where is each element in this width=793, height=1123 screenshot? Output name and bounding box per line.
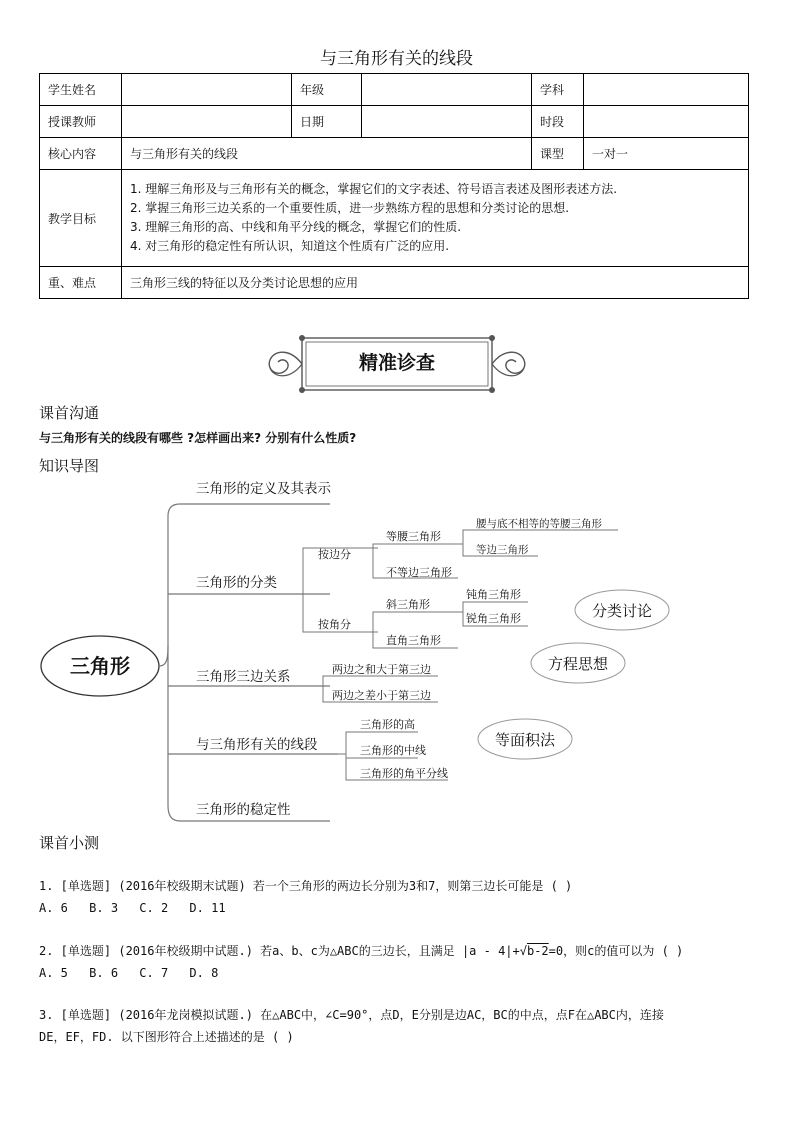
problem-2-sqrt: b-2 <box>526 944 549 958</box>
lesson-type-label: 课型 <box>532 138 584 170</box>
bisector-label: 三角形的角平分线 <box>360 767 448 780</box>
core-content-label: 核心内容 <box>40 138 122 170</box>
page-title: 与三角形有关的线段 <box>320 49 473 69</box>
problem-2-stem: 2. [单选题] (2016年校级期中试题.) 若a、b、c为△ABC的三边长，且满足 |a - 4|+√b-2=0，则c的值可以为 ( ) <box>39 944 684 958</box>
problem-2-stem-b: =0，则c的值可以为 ( ) <box>548 944 684 958</box>
root-label: 三角形 <box>70 654 130 678</box>
banner-title: 精准诊查 <box>358 352 435 374</box>
problem-1 <box>39 875 572 919</box>
period-value[interactable] <box>584 106 749 138</box>
subject-label: 学科 <box>532 74 584 106</box>
branch-segments: 与三角形有关的线段 <box>196 737 318 753</box>
problem-2-options <box>39 962 683 984</box>
isosceles-sub1-label: 腰与底不相等的等腰三角形 <box>476 518 602 530</box>
problem-1-stem: 1. [单选题] (2016年校级期末试题) 若一个三角形的两边长分别为3和7，则第三边长可能是 ( ) <box>39 879 573 893</box>
sides-sum-label: 两边之和大于第三边 <box>332 663 431 676</box>
date-label: 日期 <box>292 106 362 138</box>
date-value[interactable] <box>362 106 532 138</box>
branch-sides: 三角形三边关系 <box>196 669 291 685</box>
knowledge-mind-map <box>38 476 758 836</box>
branch-stability: 三角形的稳定性 <box>196 802 291 818</box>
sides-diff-label: 两边之差小于第三边 <box>332 689 431 702</box>
problem-2-stem-a: 2. [单选题] (2016年校级期中试题.) 若a、b、c为△ABC的三边长，且满足 |a - 4|+ <box>39 944 520 958</box>
goal-item: 3. 理解三角形的高、中线和角平分线的概念，掌握它们的性质. <box>130 220 462 234</box>
bubble-equation: 方程思想 <box>547 655 609 673</box>
lesson-info-table <box>39 73 749 299</box>
obtuse-label: 钝角三角形 <box>466 588 521 601</box>
goal-item: 4. 对三角形的稳定性有所认识，知道这个性质有广泛的应用. <box>130 239 450 253</box>
period-label: 时段 <box>532 106 584 138</box>
goal-item: 1. 理解三角形及与三角形有关的概念，掌握它们的文字表述、符号语言表述及图形表述方法. <box>130 182 618 196</box>
option-b[interactable]: B. 3 <box>89 901 119 915</box>
lesson-type-value: 一对一 <box>584 138 749 170</box>
by-side-label: 按边分 <box>318 548 351 561</box>
problem-3 <box>39 1004 664 1048</box>
acute-label: 锐角三角形 <box>466 612 521 625</box>
focus-label: 重、难点 <box>40 267 122 299</box>
grade-label: 年级 <box>292 74 362 106</box>
section-title-mindmap: 知识导图 <box>39 457 100 475</box>
problem-2 <box>39 940 683 984</box>
subject-value[interactable] <box>584 74 749 106</box>
problem-3-stem: 3. [单选题] (2016年龙岗模拟试题.) 在△ABC中，∠C=90°，点D，E分别是边AC，BC的中点，点F在△ABC内，连接 <box>39 1008 664 1022</box>
branch-definition: 三角形的定义及其表示 <box>196 481 331 497</box>
section-title-quiz: 课首小测 <box>39 834 100 852</box>
option-d[interactable]: D. 8 <box>189 966 219 980</box>
scalene-label: 不等边三角形 <box>386 566 452 579</box>
oblique-label: 斜三角形 <box>386 598 430 611</box>
goals-list <box>130 180 740 256</box>
option-b[interactable]: B. 6 <box>89 966 119 980</box>
median-label: 三角形的中线 <box>360 744 426 757</box>
option-a[interactable]: A. 6 <box>39 901 68 915</box>
student-name-label: 学生姓名 <box>40 74 122 106</box>
goals-label: 教学目标 <box>40 170 122 267</box>
branch-classification: 三角形的分类 <box>196 575 277 591</box>
goals-cell <box>122 170 749 267</box>
right-label: 直角三角形 <box>386 634 441 647</box>
isosceles-sub2-label: 等边三角形 <box>476 544 529 556</box>
teacher-label: 授课教师 <box>40 106 122 138</box>
by-angle-label: 按角分 <box>318 618 351 631</box>
goal-item: 2. 掌握三角形三边关系的一个重要性质，进一步熟练方程的思想和分类讨论的思想. <box>130 201 570 215</box>
bubble-area: 等面积法 <box>494 731 556 749</box>
core-content-value: 与三角形有关的线段 <box>122 138 532 170</box>
option-a[interactable]: A. 5 <box>39 966 68 980</box>
option-c[interactable]: C. 7 <box>139 966 169 980</box>
focus-value: 三角形三线的特征以及分类讨论思想的应用 <box>122 267 749 299</box>
height-label: 三角形的高 <box>360 718 415 731</box>
grade-value[interactable] <box>362 74 532 106</box>
option-d[interactable]: D. 11 <box>189 901 226 915</box>
option-c[interactable]: C. 2 <box>139 901 169 915</box>
teacher-value[interactable] <box>122 106 292 138</box>
section-title-communication: 课首沟通 <box>39 404 100 422</box>
problem-3-stem-line2: DE，EF，FD. 以下图形符合上述描述的是 ( ) <box>39 1030 294 1044</box>
problem-1-options <box>39 897 572 919</box>
bubble-classification: 分类讨论 <box>591 602 653 620</box>
isosceles-label: 等腰三角形 <box>386 530 441 543</box>
communication-question: 与三角形有关的线段有哪些 ?怎样画出来? 分别有什么性质? <box>39 431 357 445</box>
student-name-value[interactable] <box>122 74 292 106</box>
